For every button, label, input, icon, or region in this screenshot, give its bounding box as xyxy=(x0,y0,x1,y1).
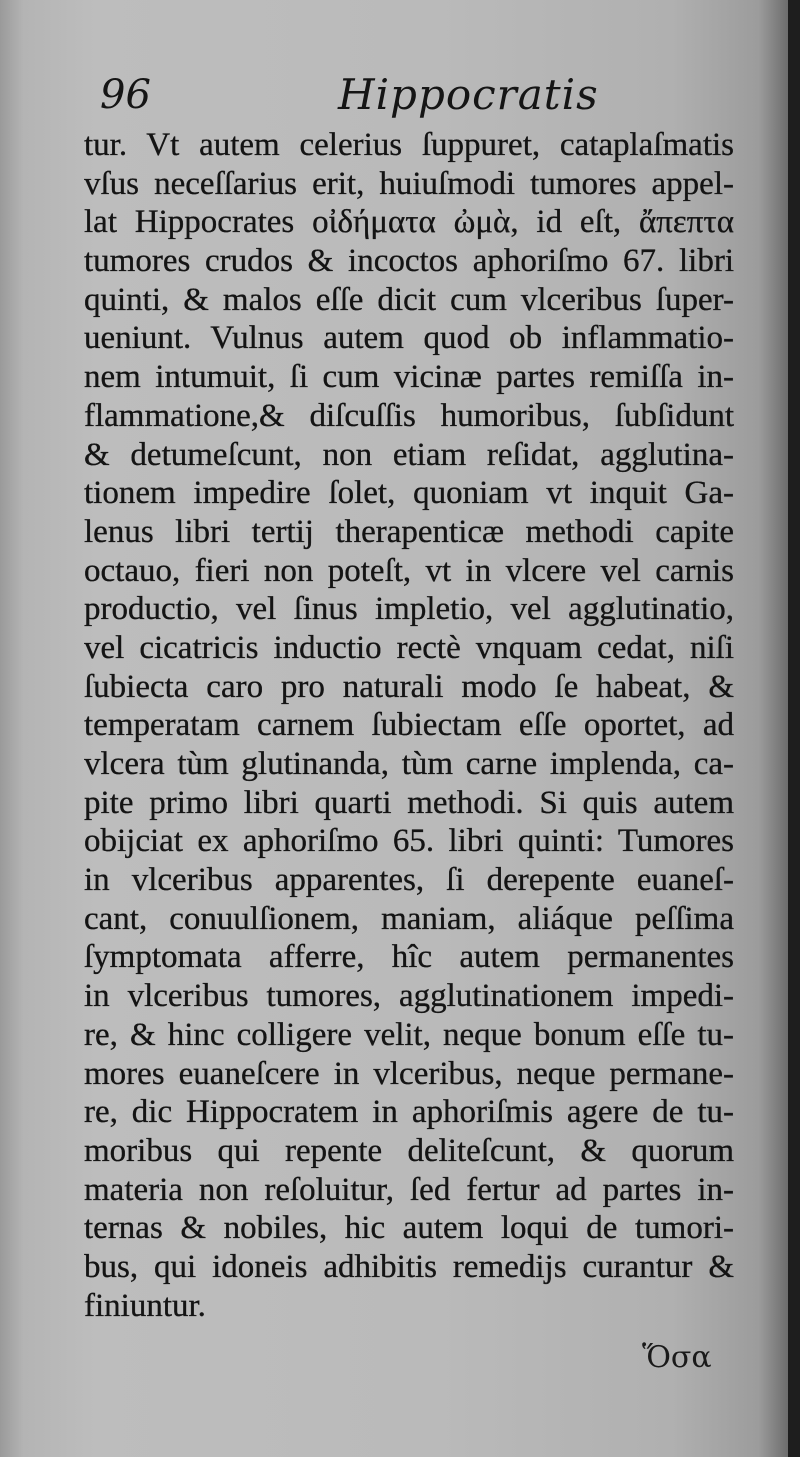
text-line: octauo, fieri non poteſt, vt in vlcere vel carnis xyxy=(84,552,734,589)
text-line: mores euaneſcere in vlceribus, neque permane- xyxy=(84,1055,734,1092)
text-line: pite primo libri quarti methodi. Si quis autem xyxy=(84,784,734,821)
text-line: materia non reſoluitur, ſed fertur ad partes in- xyxy=(84,1171,734,1208)
text-line: re, dic Hippocratem in aphoriſmis agere de tu- xyxy=(84,1094,734,1131)
text-line: ſymptomata afferre, hîc autem permanentes xyxy=(84,939,734,976)
text-line: vel cicatricis inductio rectè vnquam cedat, niſi xyxy=(84,629,734,666)
text-line: moribus qui repente deliteſcunt, & quorum xyxy=(84,1132,734,1169)
text-line: cant, conuulſionem, maniam, aliáque peſſima xyxy=(84,900,734,937)
text-line: re, & hinc colligere velit, neque bonum eſſe tu- xyxy=(84,1016,734,1053)
text-line: productio, vel ſinus impletio, vel agglutinatio, xyxy=(84,591,734,628)
text-line: tionem impedire ſolet, quoniam vt inquit Ga- xyxy=(84,475,734,512)
text-line: temperatam carnem ſubiectam eſſe oportet, ad xyxy=(84,707,734,744)
text-line: quinti, & malos eſſe dicit cum vlceribus ſuper- xyxy=(84,281,734,318)
text-line: vſus neceſſarius erit, huiuſmodi tumores appel- xyxy=(84,165,734,202)
page-header xyxy=(100,72,660,124)
text-line: tur. Vt autem celerius ſuppuret, cataplaſmatis xyxy=(84,127,734,163)
text-line: obijciat ex aphoriſmo 65. libri quinti: Tumores xyxy=(84,823,734,860)
text-line: vlcera tùm glutinanda, tùm carne implenda, ca- xyxy=(84,746,734,782)
text-line: in vlceribus tumores, agglutinationem impedi- xyxy=(84,978,734,1015)
text-line: lat Hippocrates οἰδήματα ὠμὰ, id eſt, ἄπεπτα xyxy=(84,204,734,241)
page-number: 96 xyxy=(100,72,151,118)
text-line-last: finiuntur. xyxy=(84,1287,206,1324)
text-line: flammatione,& diſcuſſis humoribus, ſubſidunt xyxy=(84,397,734,434)
page-edge-shadow xyxy=(788,0,800,1457)
body-text xyxy=(84,126,734,1325)
text-line: in vlceribus apparentes, ſi derepente euaneſ- xyxy=(84,862,734,899)
running-head: Hippocratis xyxy=(338,70,599,119)
text-line: tumores crudos & incoctos aphoriſmo 67. libri xyxy=(84,243,734,280)
text-line: lenus libri tertij therapenticæ methodi capite xyxy=(84,513,734,550)
text-line: ſubiecta caro pro naturali modo ſe habeat, & xyxy=(84,668,734,705)
text-line: & detumeſcunt, non etiam reſidat, agglutina- xyxy=(84,436,734,473)
text-line: ternas & nobiles, hic autem loqui de tumori- xyxy=(84,1210,734,1247)
catchword: Ὅσα xyxy=(642,1340,712,1375)
text-line: ueniunt. Vulnus autem quod ob inflammatio- xyxy=(84,320,734,357)
text-line: nem intumuit, ſi cum vicinæ partes remiſſa in- xyxy=(84,359,734,396)
text-line: bus, qui idoneis adhibitis remedijs curantur & xyxy=(84,1248,734,1285)
